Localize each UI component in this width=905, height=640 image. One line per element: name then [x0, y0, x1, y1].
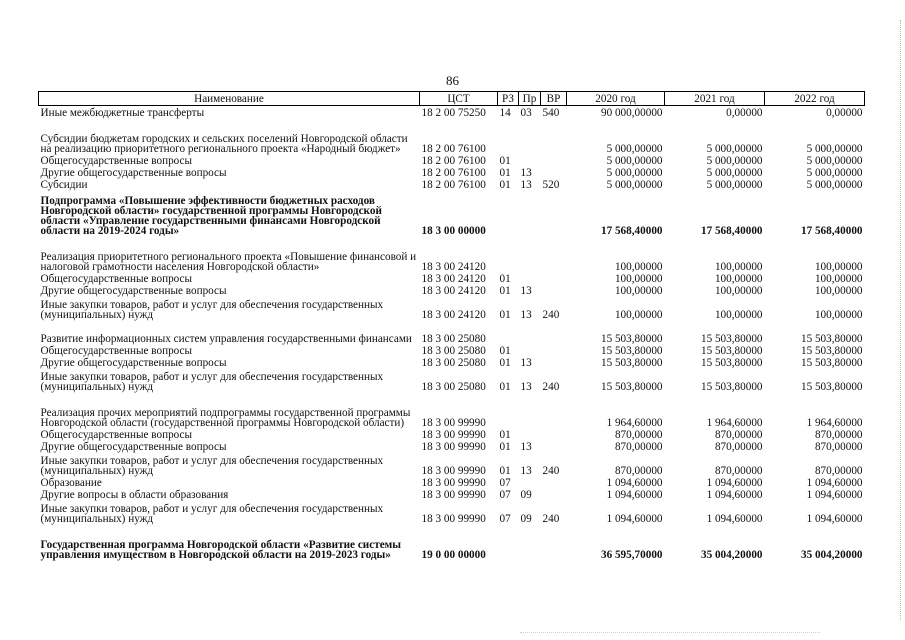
cell-vr	[541, 476, 567, 488]
table-row	[39, 178, 865, 190]
table-row	[39, 284, 865, 296]
cell-2021: 15 503,80000	[700, 356, 763, 369]
cell-2020: 870,00000	[614, 464, 663, 477]
cell-2020: 17 568,40000	[600, 224, 663, 237]
header-vr: ВР	[541, 92, 567, 106]
cell-2020: 15 503,80000	[600, 332, 663, 345]
cell-2022: 1 094,60000	[806, 512, 863, 525]
cell-name: Другие вопросы в области образования	[40, 488, 229, 501]
cell-pr: 09	[520, 512, 532, 525]
cell-pr	[519, 428, 541, 440]
cell-pr: 13	[520, 166, 532, 179]
table-row	[39, 452, 865, 476]
cell-2020: 1 094,60000	[606, 512, 663, 525]
cell-rz: 01	[499, 440, 511, 453]
cell-rz	[498, 236, 519, 272]
cell-rz: 07	[499, 476, 511, 489]
cell-2021: 1 094,60000	[706, 476, 763, 489]
cell-2021: 15 503,80000	[700, 332, 763, 345]
cell-2022: 870,00000	[814, 464, 863, 477]
cell-name: Развитие информационных систем управления государственными финансами	[40, 332, 412, 345]
cell-cst: 18 3 00 24120	[421, 272, 486, 285]
cell-vr	[541, 272, 567, 284]
cell-2021: 5 000,00000	[706, 166, 763, 179]
table-row	[39, 440, 865, 452]
cell-name: Иные закупки товаров, работ и услуг для обеспечения государственных (муниципальных) нужд	[40, 454, 384, 477]
cell-cst: 18 3 00 99990	[421, 488, 486, 501]
table-row	[39, 476, 865, 488]
cell-2022: 100,00000	[814, 308, 863, 321]
cell-vr	[541, 356, 567, 368]
cell-name: Общегосударственные вопросы	[40, 344, 193, 357]
cell-pr	[519, 190, 541, 236]
cell-name: Подпрограмма «Повышение эффективности бюджетных расходов Новгородской области» государственной программы Новгородской области «Управление государственными финансами Новгородской области на 2019-2024 годы»	[40, 194, 382, 237]
header-name: Наименование	[39, 92, 420, 106]
cell-rz	[498, 524, 519, 560]
cell-2020: 15 503,80000	[600, 356, 663, 369]
cell-2022: 100,00000	[814, 284, 863, 297]
cell-2021: 870,00000	[714, 440, 763, 453]
cell-vr: 540	[542, 106, 560, 119]
cell-pr: 13	[520, 464, 532, 477]
cell-cst: 18 3 00 25080	[421, 380, 486, 393]
cell-rz: 01	[499, 284, 511, 297]
cell-2020: 5 000,00000	[606, 166, 663, 179]
table-row	[39, 272, 865, 284]
table-header-row	[39, 92, 865, 106]
cell-cst: 18 3 00 25080	[421, 332, 486, 345]
table-row	[39, 344, 865, 356]
cell-2020: 1 964,60000	[606, 416, 663, 429]
scan-edge-artifact	[900, 20, 905, 620]
cell-2022: 5 000,00000	[806, 142, 863, 155]
cell-rz: 14	[499, 106, 511, 119]
cell-2021: 5 000,00000	[706, 142, 763, 155]
cell-name: Иные закупки товаров, работ и услуг для обеспечения государственных (муниципальных) нужд	[40, 298, 384, 321]
cell-vr	[541, 118, 567, 154]
cell-name: Другие общегосударственные вопросы	[40, 440, 227, 453]
cell-cst: 18 3 00 99990	[421, 512, 486, 525]
cell-2022: 870,00000	[814, 428, 863, 441]
cell-2020: 90 000,00000	[600, 106, 663, 119]
cell-vr	[541, 166, 567, 178]
cell-vr	[541, 190, 567, 236]
cell-pr	[519, 476, 541, 488]
cell-vr: 520	[542, 178, 560, 191]
cell-vr: 240	[542, 464, 560, 477]
cell-name: Общегосударственные вопросы	[40, 428, 193, 441]
header-2020: 2020 год	[567, 92, 665, 106]
cell-pr: 09	[520, 488, 532, 501]
cell-name: Реализация приоритетного регионального проекта «Повышение финансовой и налоговой грамотности населения Новгородской области»	[40, 250, 417, 273]
cell-rz: 01	[499, 428, 511, 441]
cell-pr	[519, 344, 541, 356]
cell-2021: 17 568,40000	[700, 224, 763, 237]
cell-2021: 100,00000	[714, 308, 763, 321]
cell-cst: 18 2 00 76100	[421, 166, 486, 179]
cell-vr: 240	[542, 308, 560, 321]
cell-vr	[541, 236, 567, 272]
cell-vr	[541, 440, 567, 452]
budget-table	[38, 91, 865, 560]
cell-cst: 18 3 00 99990	[421, 464, 486, 477]
cell-rz: 07	[499, 488, 511, 501]
cell-cst: 18 2 00 75250	[421, 106, 486, 119]
cell-name: Иные межбюджетные трансферты	[40, 106, 205, 119]
cell-cst: 18 3 00 99990	[421, 428, 486, 441]
cell-name: Другие общегосударственные вопросы	[40, 356, 227, 369]
cell-cst: 18 3 00 99990	[421, 440, 486, 453]
cell-2021: 1 094,60000	[706, 488, 763, 501]
table-row	[39, 524, 865, 560]
cell-pr	[519, 154, 541, 166]
table-row	[39, 356, 865, 368]
cell-2022: 100,00000	[814, 260, 863, 273]
table-row	[39, 500, 865, 524]
header-pr: Пр	[519, 92, 541, 106]
cell-pr: 13	[520, 284, 532, 297]
cell-2021: 0,00000	[726, 106, 763, 119]
cell-rz	[498, 118, 519, 154]
cell-2022: 15 503,80000	[800, 344, 863, 357]
cell-2022: 100,00000	[814, 272, 863, 285]
cell-2022: 1 094,60000	[806, 488, 863, 501]
cell-name: Субсидии бюджетам городских и сельских поселений Новгородской области на реализацию приоритетного регионального проекта «Народный бюджет»	[40, 132, 408, 155]
cell-2021: 15 503,80000	[700, 380, 763, 393]
cell-2020: 870,00000	[614, 428, 663, 441]
cell-vr	[541, 428, 567, 440]
cell-cst: 19 0 00 00000	[421, 548, 486, 561]
cell-2021: 1 964,60000	[706, 416, 763, 429]
cell-pr	[519, 118, 541, 154]
table-row	[39, 236, 865, 272]
cell-2020: 100,00000	[614, 308, 663, 321]
cell-cst: 18 3 00 24120	[421, 260, 486, 273]
cell-pr: 13	[520, 440, 532, 453]
cell-cst: 18 3 00 24120	[421, 284, 486, 297]
cell-2022: 17 568,40000	[800, 224, 863, 237]
cell-2020: 15 503,80000	[600, 344, 663, 357]
cell-pr	[519, 524, 541, 560]
cell-pr: 03	[520, 106, 532, 119]
cell-2021: 35 004,20000	[700, 548, 763, 561]
cell-name: Иные закупки товаров, работ и услуг для обеспечения государственных (муниципальных) нужд	[40, 370, 384, 393]
cell-vr	[541, 320, 567, 344]
cell-2020: 15 503,80000	[600, 380, 663, 393]
cell-name: Образование	[40, 476, 102, 489]
cell-cst: 18 2 00 76100	[421, 154, 486, 167]
cell-rz: 01	[499, 154, 511, 167]
cell-2020: 5 000,00000	[606, 142, 663, 155]
cell-2022: 1 964,60000	[806, 416, 863, 429]
cell-2022: 870,00000	[814, 440, 863, 453]
cell-2020: 5 000,00000	[606, 154, 663, 167]
table-row	[39, 118, 865, 154]
cell-pr	[519, 392, 541, 428]
scan-smudge-artifact	[520, 632, 820, 636]
cell-2022: 15 503,80000	[800, 380, 863, 393]
cell-2020: 1 094,60000	[606, 488, 663, 501]
cell-cst: 18 3 00 24120	[421, 308, 486, 321]
cell-2021: 870,00000	[714, 428, 763, 441]
table-body	[39, 106, 865, 560]
cell-vr	[541, 154, 567, 166]
cell-cst: 18 3 00 99990	[421, 416, 486, 429]
table-row	[39, 166, 865, 178]
cell-pr: 13	[520, 308, 532, 321]
cell-2021: 5 000,00000	[706, 178, 763, 191]
cell-2022: 15 503,80000	[800, 332, 863, 345]
table-row	[39, 320, 865, 344]
cell-2020: 100,00000	[614, 260, 663, 273]
cell-2021: 870,00000	[714, 464, 763, 477]
cell-vr: 240	[542, 380, 560, 393]
cell-rz	[498, 320, 519, 344]
cell-cst: 18 3 00 25080	[421, 356, 486, 369]
cell-vr	[541, 284, 567, 296]
cell-vr	[541, 524, 567, 560]
cell-rz: 01	[499, 166, 511, 179]
table-row	[39, 368, 865, 392]
header-rz: РЗ	[498, 92, 519, 106]
cell-cst: 18 2 00 76100	[421, 178, 486, 191]
cell-rz: 01	[499, 380, 511, 393]
cell-name: Другие общегосударственные вопросы	[40, 166, 227, 179]
cell-cst: 18 3 00 00000	[421, 224, 486, 237]
cell-2022: 15 503,80000	[800, 356, 863, 369]
header-cst: ЦСТ	[420, 92, 498, 106]
header-2022: 2022 год	[765, 92, 865, 106]
cell-cst: 18 3 00 25080	[421, 344, 486, 357]
cell-pr	[519, 320, 541, 344]
table-row	[39, 488, 865, 500]
table-row	[39, 154, 865, 166]
cell-name: Иные закупки товаров, работ и услуг для обеспечения государственных (муниципальных) нужд	[40, 502, 384, 525]
cell-cst: 18 2 00 76100	[421, 142, 486, 155]
cell-2020: 100,00000	[614, 284, 663, 297]
cell-2021: 5 000,00000	[706, 154, 763, 167]
cell-rz	[498, 392, 519, 428]
cell-rz: 07	[499, 512, 511, 525]
cell-rz: 01	[499, 356, 511, 369]
cell-name: Общегосударственные вопросы	[40, 154, 193, 167]
cell-2021: 100,00000	[714, 284, 763, 297]
table-row	[39, 106, 865, 118]
table-row	[39, 392, 865, 428]
cell-2022: 5 000,00000	[806, 154, 863, 167]
cell-rz: 01	[499, 178, 511, 191]
cell-rz: 01	[499, 308, 511, 321]
cell-name: Субсидии	[40, 178, 88, 191]
header-2021: 2021 год	[665, 92, 765, 106]
cell-pr	[519, 236, 541, 272]
cell-rz: 01	[499, 272, 511, 285]
cell-2020: 5 000,00000	[606, 178, 663, 191]
cell-name: Общегосударственные вопросы	[40, 272, 193, 285]
cell-2022: 5 000,00000	[806, 178, 863, 191]
cell-pr: 13	[520, 356, 532, 369]
cell-cst: 18 3 00 99990	[421, 476, 486, 489]
cell-name: Государственная программа Новгородской области «Развитие системы управления имуществом в Новгородской области на 2019-2023 годы»	[40, 538, 402, 561]
table-row	[39, 190, 865, 236]
cell-name: Реализация прочих мероприятий подпрограммы государственной программы Новгородской области (государственной программы Новгородской области)	[40, 406, 411, 429]
cell-2021: 100,00000	[714, 272, 763, 285]
cell-2022: 0,00000	[826, 106, 863, 119]
table-row	[39, 428, 865, 440]
cell-2020: 100,00000	[614, 272, 663, 285]
cell-vr	[541, 344, 567, 356]
cell-2022: 1 094,60000	[806, 476, 863, 489]
cell-2021: 15 503,80000	[700, 344, 763, 357]
table-row	[39, 296, 865, 320]
cell-2020: 36 595,70000	[600, 548, 663, 561]
cell-vr	[541, 392, 567, 428]
cell-vr: 240	[542, 512, 560, 525]
cell-2020: 1 094,60000	[606, 476, 663, 489]
cell-2022: 35 004,20000	[800, 548, 863, 561]
cell-rz: 01	[499, 464, 511, 477]
cell-pr: 13	[520, 178, 532, 191]
cell-2021: 1 094,60000	[706, 512, 763, 525]
cell-2021: 100,00000	[714, 260, 763, 273]
cell-2020: 870,00000	[614, 440, 663, 453]
cell-pr: 13	[520, 380, 532, 393]
cell-pr	[519, 272, 541, 284]
cell-rz: 01	[499, 344, 511, 357]
cell-name: Другие общегосударственные вопросы	[40, 284, 227, 297]
cell-vr	[541, 488, 567, 500]
page-number: 86	[446, 73, 459, 88]
cell-2022: 5 000,00000	[806, 166, 863, 179]
cell-rz	[498, 190, 519, 236]
